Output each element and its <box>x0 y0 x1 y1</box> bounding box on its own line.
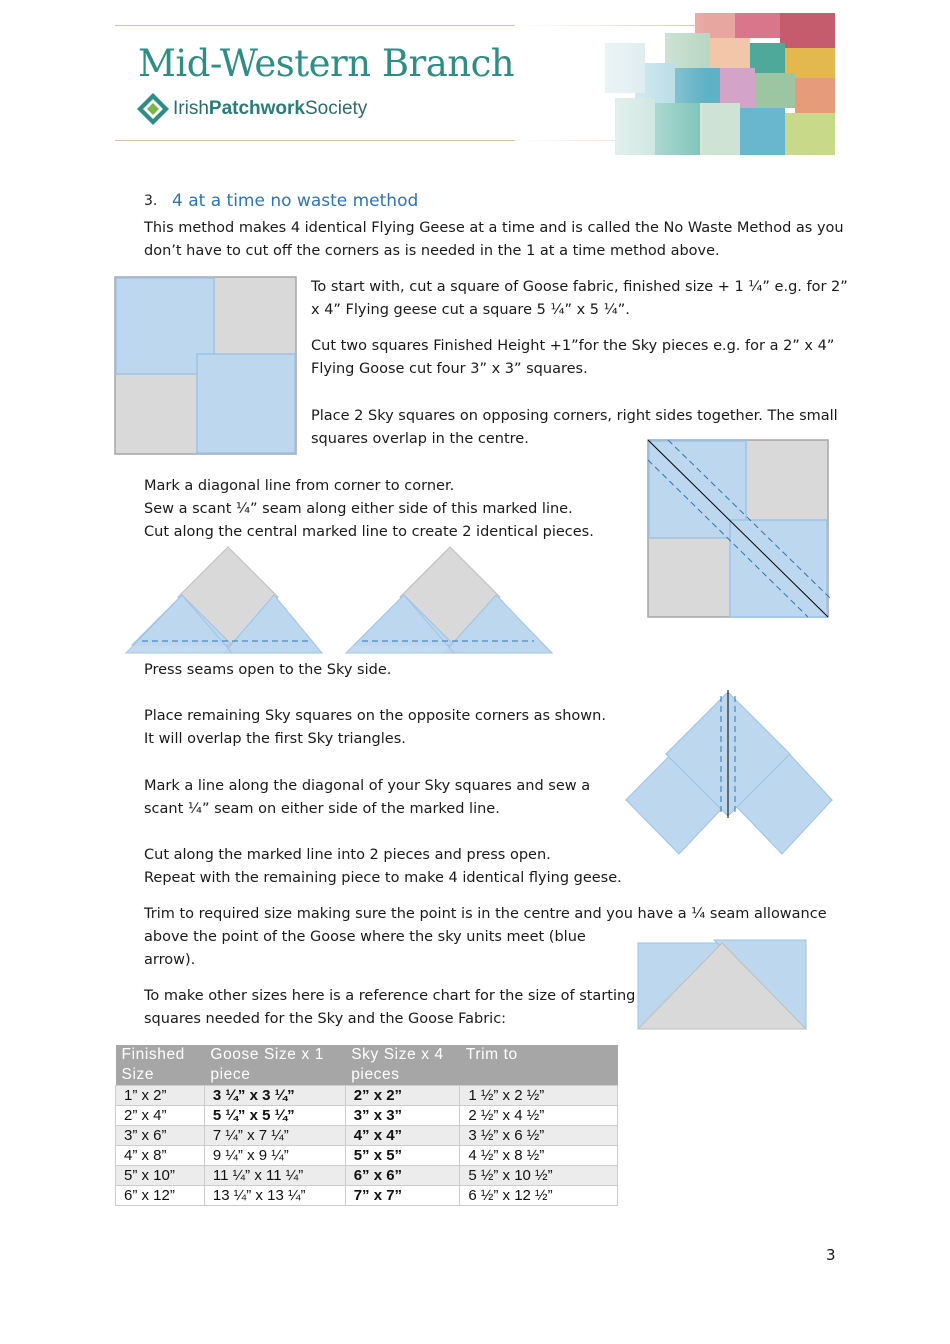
section-number: 3. <box>144 193 158 209</box>
cell-sky-size: 5” x 5” <box>345 1146 460 1166</box>
step-sky-cut-text: Cut two squares Finished Height +1”for the Sky pieces e.g. for a 2” x 4” Flying Goose cut four 3” x 3” squares. <box>311 338 835 377</box>
society-brand <box>136 92 367 126</box>
cell-finished-size: 1” x 2” <box>116 1086 205 1106</box>
step-mark2-text: Mark a line along the diagonal of your Sky squares and sew a scant ¼” seam on either side of the marked line. <box>144 778 591 817</box>
cell-goose-size: 5 ¼” x 5 ¼” <box>204 1106 345 1126</box>
cell-trim-to: 6 ½” x 12 ½” <box>460 1186 618 1206</box>
table-row <box>116 1146 618 1166</box>
cell-trim-to: 4 ½” x 8 ½” <box>460 1146 618 1166</box>
cell-trim-to: 2 ½” x 4 ½” <box>460 1106 618 1126</box>
cell-goose-size: 13 ¼” x 13 ¼” <box>204 1186 345 1206</box>
page-number: 3 <box>826 1246 836 1264</box>
section-title: 4 at a time no waste method <box>172 191 419 211</box>
table-row <box>116 1086 618 1106</box>
size-reference-table <box>115 1045 618 1206</box>
step-trim-text: Trim to required size making sure the point is in the centre and you have a ¼ seam allowance above the point of the Goose where the sky units meet (blue arrow). <box>144 906 827 968</box>
cell-trim-to: 5 ½” x 10 ½” <box>460 1166 618 1186</box>
table-row <box>116 1166 618 1186</box>
table-row <box>116 1106 618 1126</box>
society-name: IrishPatchworkSociety <box>173 98 368 119</box>
cell-trim-to: 1 ½” x 2 ½” <box>460 1086 618 1106</box>
cell-trim-to: 3 ½” x 6 ½” <box>460 1126 618 1146</box>
cell-goose-size: 7 ¼” x 7 ¼” <box>204 1126 345 1146</box>
chart-intro-text: To make other sizes here is a reference chart for the size of starting squares needed for the Sky and the Goose Fabric: <box>144 988 636 1027</box>
table-header-finished-size: Finished Size <box>116 1045 205 1086</box>
piece-right <box>346 547 552 653</box>
cell-goose-size: 3 ¼” x 3 ¼” <box>204 1086 345 1106</box>
diagram-remaining-sky-squares <box>622 688 836 862</box>
intro-paragraph: This method makes 4 identical Flying Geese at a time and is called the No Waste Method as you don’t have to cut off the corners as is needed in the 1 at a time method above. <box>144 220 844 259</box>
cell-finished-size: 4” x 8” <box>116 1146 205 1166</box>
table-header-trim-to: Trim to <box>460 1045 618 1086</box>
table-row <box>116 1186 618 1206</box>
diagram-marked-diagonal <box>646 438 832 620</box>
table-header-sky-size: Sky Size x 4 pieces <box>345 1045 460 1086</box>
header-patchwork-image <box>515 13 835 155</box>
table-row <box>116 1126 618 1146</box>
cell-sky-size: 2” x 2” <box>345 1086 460 1106</box>
table-header-row <box>116 1045 618 1086</box>
cell-goose-size: 9 ¼” x 9 ¼” <box>204 1146 345 1166</box>
diagram-sky-squares-on-corners <box>114 276 298 456</box>
step-press-text: Press seams open to the Sky side. <box>144 662 392 678</box>
header-title: Mid-Western Branch <box>138 42 515 85</box>
cell-finished-size: 6” x 12” <box>116 1186 205 1206</box>
cell-sky-size: 7” x 7” <box>345 1186 460 1206</box>
cell-sky-size: 4” x 4” <box>345 1126 460 1146</box>
cell-sky-size: 3” x 3” <box>345 1106 460 1126</box>
piece-left <box>126 547 322 653</box>
step-start-text: To start with, cut a square of Goose fabric, finished size + 1 ¼” e.g. for 2” x 4” Flying geese cut a square 5 ¼” x 5 ¼”. <box>311 279 848 318</box>
step-remaining-text: Place remaining Sky squares on the opposite corners as shown. It will overlap the first Sky triangles. <box>144 708 606 747</box>
step-cut-text: Cut along the marked line into 2 pieces and press open. Repeat with the remaining piece to make 4 identical flying geese. <box>144 847 622 886</box>
diagram-two-identical-pieces <box>122 545 557 657</box>
diagram-finished-flying-goose <box>636 938 808 1032</box>
table-header-goose-size: Goose Size x 1 piece <box>204 1045 345 1086</box>
cell-sky-size: 6” x 6” <box>345 1166 460 1186</box>
step-mark-text: Mark a diagonal line from corner to corner. Sew a scant ¼” seam along either side of this marked line. Cut along the central marked line to create 2 identical pieces. <box>144 478 594 540</box>
society-logo-icon <box>136 92 170 126</box>
cell-finished-size: 3” x 6” <box>116 1126 205 1146</box>
cell-finished-size: 2” x 4” <box>116 1106 205 1126</box>
cell-goose-size: 11 ¼” x 11 ¼” <box>204 1166 345 1186</box>
step-place-text: Place 2 Sky squares on opposing corners, right sides together. The small squares overlap in the centre. <box>311 408 838 447</box>
cell-finished-size: 5” x 10” <box>116 1166 205 1186</box>
